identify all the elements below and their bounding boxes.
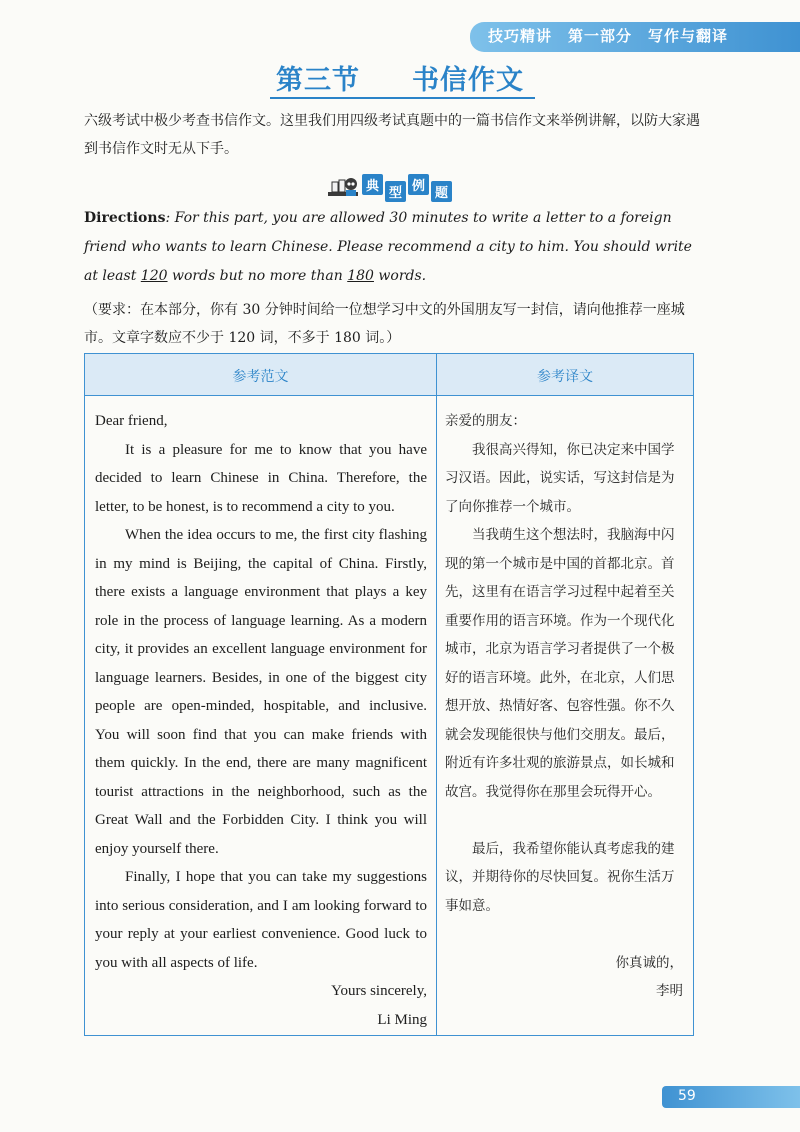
zh-signature: 李明 [656,983,683,999]
intro-paragraph: 六级考试中极少考查书信作文。这里我们用四级考试真题中的一篇书信作文来举例讲解，以防大家遇到书信作文时无从下手。 [84,113,700,157]
directions-text-1: : For this part, you are allowed 30 minutes to write a letter to a foreign friend who wants to learn Chinese. Please recommend a city to him. You should write at least [84,210,692,284]
badge-char-4: 题 [431,181,452,202]
title-section-number: 第三节 [276,65,360,96]
en-signature: Li Ming [377,1011,427,1028]
zh-paragraph-3: 最后，我希望你能认真考虑我的建议，并期待你的尽快回复。祝你生活万事如意。 [445,840,675,914]
zh-paragraph-2: 当我萌生这个想法时，我脑海中闪现的第一个城市是中国的首都北京。首先，这里有在语言学习过程中起着至关重要作用的语言环境。作为一个现代化城市，北京为语言学习者提供了一个极好的语言环境。此外，在北京，人们思想开放、热情好客、包容性强。你不久就会发现能很快与他们交朋友。最后，附近有许多壮观的旅游景点，如长城和故宫。我觉得你在那里会玩得开心。 [445,527,675,800]
chinese-letter [445,407,683,1006]
badge-char-3: 例 [408,174,429,195]
english-letter [95,407,427,1034]
en-closing: Yours sincerely, [331,983,427,999]
en-salutation: Dear friend, [95,413,168,429]
badge-char-2: 型 [385,181,406,202]
zh-closing: 你真诚的， [615,954,683,971]
max-words: 180 [347,268,374,284]
en-paragraph-2: When the idea occurs to me, the first city flashing in my mind is Beijing, the capital of China. Firstly, there exists a language environment that plays a key role in the process of language learning. As a modern city, it provides an excellent language environment for language learners. Besides, in one of the biggest city people are open-minded, hospitable, and inclusive. You will soon find that you can make friends with them quickly. In the end, there are many magnificent tourist attractions in the neighborhood, such as the Great Wall and the Forbidden City. I think you will enjoy yourself there. [95,527,427,857]
directions-label: Directions [84,210,166,226]
directions-text-3: words. [373,268,427,284]
page-title [0,58,800,97]
header-translation: 参考译文 [537,369,593,385]
column-divider [436,354,437,1035]
zh-paragraph-1: 我很高兴得知，你已决定来中国学习汉语。因此，说实话，写这封信是为了向你推荐一个城市。 [445,441,675,515]
breadcrumb: 技巧精讲 第一部分 写作与翻译 [488,27,729,45]
mascot-icon [326,174,360,202]
letter-table [84,353,694,1036]
header-sample-essay: 参考范文 [232,369,289,385]
min-words: 120 [140,268,168,284]
en-paragraph-3: Finally, I hope that you can take my suggestions into serious consideration, and I am looking forward to your reply at your earliest convenience. Good luck to you with all aspects of life. [95,869,427,971]
directions [84,204,706,291]
title-section-name: 书信作文 [412,65,524,96]
example-badge [326,174,452,202]
page-number: 59 [678,1088,696,1104]
title-underline [270,97,535,99]
directions-text-2: words but no more than [167,268,348,284]
zh-salutation: 亲爱的朋友： [445,413,526,429]
requirement-note: （要求：在本部分，你有 30 分钟时间给一位想学习中文的外国朋友写一封信，请向他推荐一座城市。文章字数应不少于 120 词，不多于 180 词。） [84,302,685,346]
badge-char-1: 典 [362,174,383,195]
en-paragraph-1: It is a pleasure for me to know that you have decided to learn Chinese in China. Therefore, the letter, to be honest, is to recommend a city to you. [95,441,427,515]
